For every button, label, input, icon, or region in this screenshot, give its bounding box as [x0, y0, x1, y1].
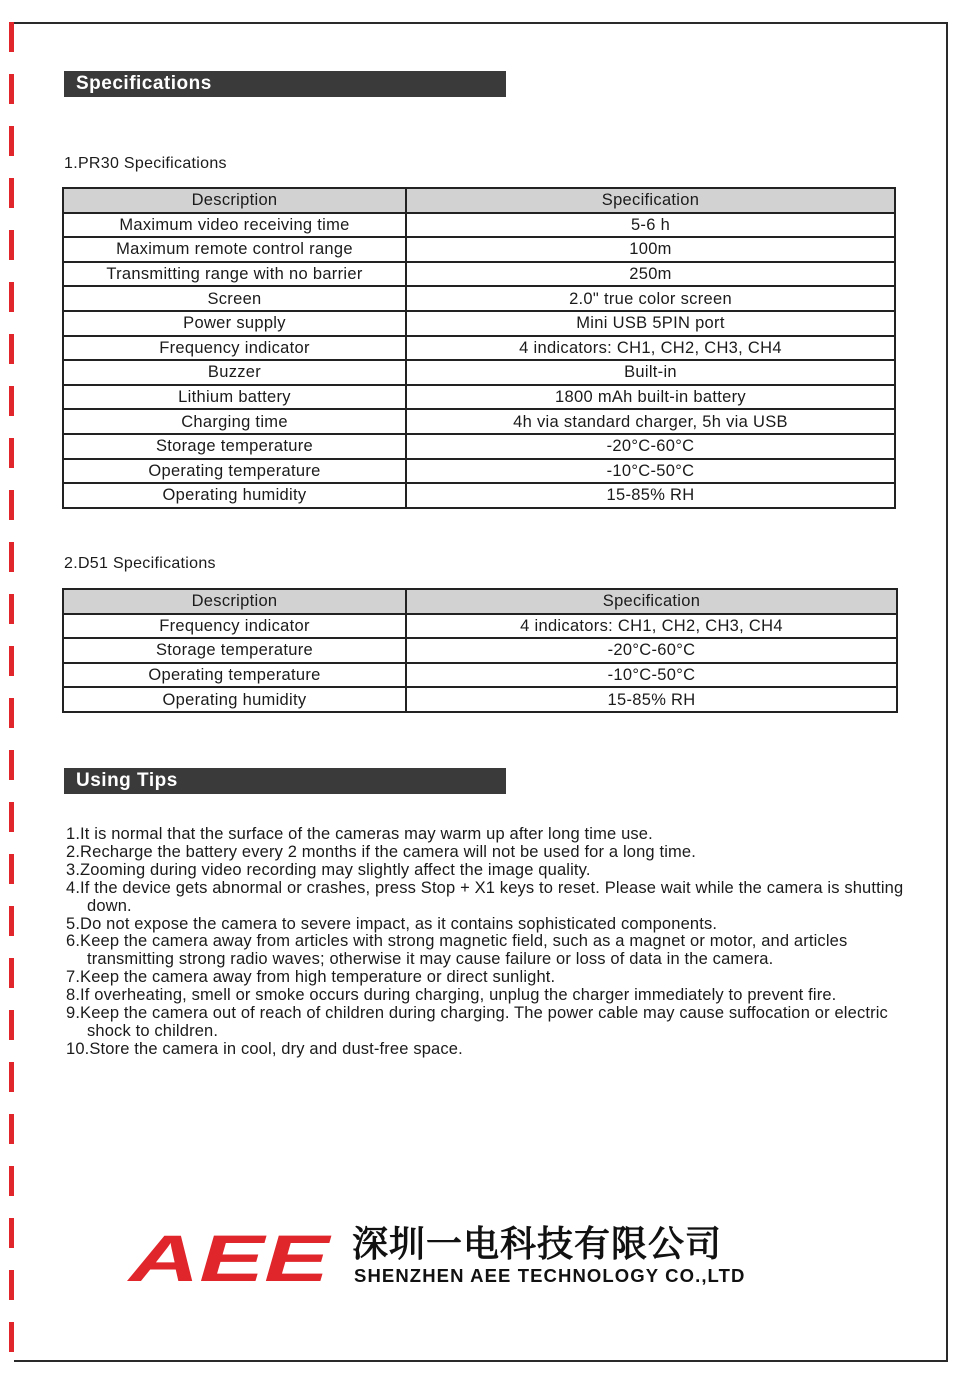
d51-spec-table: [62, 588, 898, 713]
list-item: 7.Keep the camera away from high temperature or direct sunlight.: [66, 968, 556, 987]
specification-cell: 1800 mAh built-in battery: [406, 385, 895, 410]
d51-heading: 2.D51 Specifications: [64, 555, 216, 572]
description-cell: Operating humidity: [63, 687, 406, 712]
using-tips-section-title: Using Tips: [64, 768, 506, 794]
specification-cell: 2.0" true color screen: [406, 286, 895, 311]
description-cell: Charging time: [63, 409, 406, 434]
list-item: 8.If overheating, smell or smoke occurs during charging, unplug the charger immediately to prevent fire.: [66, 986, 837, 1005]
description-cell: Screen: [63, 286, 406, 311]
pr30-spec-table: [62, 187, 896, 509]
red-dashed-margin: [9, 22, 14, 1362]
table-row: [63, 614, 897, 639]
description-cell: Lithium battery: [63, 385, 406, 410]
specification-cell: -20°C-60°C: [406, 434, 895, 459]
page-border-right: [946, 22, 948, 1362]
specification-cell: 4h via standard charger, 5h via USB: [406, 409, 895, 434]
description-cell: Storage temperature: [63, 638, 406, 663]
table-row: [63, 262, 895, 287]
table-row: [63, 434, 895, 459]
table-row: [63, 336, 895, 361]
table-row: [63, 459, 895, 484]
description-cell: Operating temperature: [63, 459, 406, 484]
company-english-name: SHENZHEN AEE TECHNOLOGY CO.,LTD: [354, 1265, 746, 1286]
description-cell: Frequency indicator: [63, 614, 406, 639]
list-item: 2.Recharge the battery every 2 months if the camera will not be used for a long time.: [66, 842, 696, 861]
column-header-description: Description: [63, 589, 406, 614]
table-row: [63, 286, 895, 311]
description-cell: Operating temperature: [63, 663, 406, 688]
table-header-row: [63, 589, 897, 614]
list-item: 1.It is normal that the surface of the cameras may warm up after long time use.: [66, 825, 653, 843]
table-row: [63, 385, 895, 410]
list-item: 6.Keep the camera away from articles with strong magnetic field, such as a magnet or motor, and articles transmitting strong radio waves; otherwise it may cause failure or loss of data in the camera.: [66, 932, 848, 969]
description-cell: Maximum remote control range: [63, 237, 406, 262]
description-cell: Operating humidity: [63, 483, 406, 508]
specification-cell: -10°C-50°C: [406, 663, 897, 688]
table-row: [63, 311, 895, 336]
page-border-top: [14, 22, 948, 24]
list-item: 4.If the device gets abnormal or crashes, press Stop + X1 keys to reset. Please wait while the camera is shutting down.: [66, 878, 904, 915]
specification-cell: 4 indicators: CH1, CH2, CH3, CH4: [406, 614, 897, 639]
table-header-row: [63, 188, 895, 213]
specification-cell: 15-85% RH: [406, 687, 897, 712]
company-chinese-name: 深圳一电科技有限公司: [352, 1224, 723, 1265]
using-tips-list: [66, 826, 906, 1059]
list-item: 10.Store the camera in cool, dry and dust-free space.: [66, 1039, 463, 1058]
aee-logo-text: AEE: [126, 1225, 332, 1285]
specification-cell: 250m: [406, 262, 895, 287]
description-cell: Transmitting range with no barrier: [63, 262, 406, 287]
specification-cell: 4 indicators: CH1, CH2, CH3, CH4: [406, 336, 895, 361]
page-border-bottom: [14, 1360, 948, 1362]
description-cell: Power supply: [63, 311, 406, 336]
table-row: [63, 213, 895, 238]
table-row: [63, 483, 895, 508]
specification-cell: Mini USB 5PIN port: [406, 311, 895, 336]
table-row: [63, 638, 897, 663]
specification-cell: Built-in: [406, 360, 895, 385]
table-row: [63, 687, 897, 712]
column-header-specification: Specification: [406, 188, 895, 213]
table-row: [63, 663, 897, 688]
description-cell: Maximum video receiving time: [63, 213, 406, 238]
description-cell: Frequency indicator: [63, 336, 406, 361]
description-cell: Storage temperature: [63, 434, 406, 459]
table-row: [63, 409, 895, 434]
specification-cell: 15-85% RH: [406, 483, 895, 508]
specifications-section-title: Specifications: [64, 71, 506, 97]
column-header-description: Description: [63, 188, 406, 213]
aee-logo: [126, 1225, 332, 1285]
list-item: 9.Keep the camera out of reach of children during charging. The power cable may cause suffocation or electric shock to children.: [66, 1004, 888, 1040]
specification-cell: 5-6 h: [406, 213, 895, 238]
list-item: 3.Zooming during video recording may slightly affect the image quality.: [66, 860, 591, 879]
specification-cell: 100m: [406, 237, 895, 262]
list-item: 5.Do not expose the camera to severe impact, as it contains sophisticated components.: [66, 914, 718, 933]
description-cell: Buzzer: [63, 360, 406, 385]
table-row: [63, 360, 895, 385]
specification-cell: -10°C-50°C: [406, 459, 895, 484]
table-row: [63, 237, 895, 262]
specification-cell: -20°C-60°C: [406, 638, 897, 663]
pr30-heading: 1.PR30 Specifications: [64, 155, 227, 172]
column-header-specification: Specification: [406, 589, 897, 614]
